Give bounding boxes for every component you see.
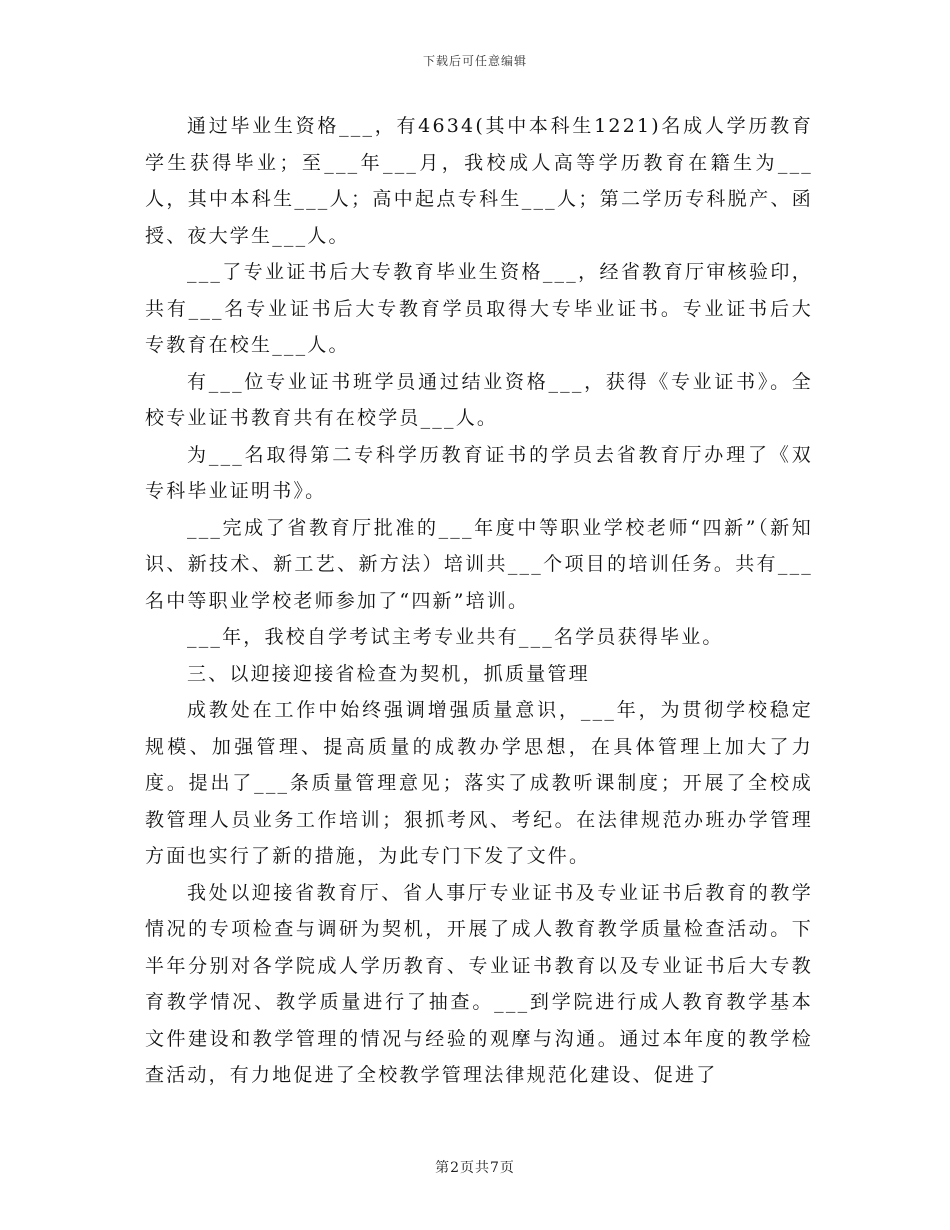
- page-header: 下载后可任意编辑: [422, 54, 527, 68]
- document-body: [145, 108, 813, 1094]
- paragraph-graduates: 通过毕业生资格___，有4634(其中本科生1221)名成人学历教育学生获得毕业；至___年___月，我校成人高等学历教育在籍生为___人，其中本科生___人；高中起点专科生___人；第二学历专科脱产、函授、夜大学生___人。: [145, 115, 813, 247]
- section-heading: 三、以迎接迎接省检查为契机，抓质量管理: [187, 662, 590, 685]
- page-footer: 第2页共7页: [435, 1160, 515, 1176]
- paragraph-four-new-training: ___完成了省教育厅批准的___年度中等职业学校老师“四新”（新知识、新技术、新工艺、新方法）培训共___个项目的培训任务。共有___名中等职业学校老师参加了“四新”培训。: [145, 516, 813, 612]
- paragraph-quality-management: 成教处在工作中始终强调增强质量意识，___年，为贯彻学校稳定规模、加强管理、提高质量的成教办学思想，在具体管理上加大了力度。提出了___条质量管理意见；落实了成教听课制度；开展了全校成教管理人员业务工作培训；狠抓考风、考纪。在法律规范办班办学管理方面也实行了新的措施，为此专门下发了文件。: [145, 699, 813, 867]
- paragraph-inspection: 我处以迎接省教育厅、省人事厅专业证书及专业证书后教育的教学情况的专项检查与调研为契机，开展了成人教育教学质量检查活动。下半年分别对各学院成人学历教育、专业证书教育以及专业证书后大专教育教学情况、教学质量进行了抽查。___到学院进行成人教育教学基本文件建设和教学管理的情况与经验的观摩与沟通。通过本年度的教学检查活动，有力地促进了全校教学管理法律规范化建设、促进了: [145, 881, 813, 1086]
- paragraph-double-diploma: 为___名取得第二专科学历教育证书的学员去省教育厅办理了《双专科毕业证明书》。: [145, 443, 813, 502]
- paragraph-self-study-exam: ___年，我校自学考试主考专业共有___名学员获得毕业。: [187, 626, 724, 648]
- paragraph-post-certificate: ___了专业证书后大专教育毕业生资格___，经省教育厅审核验印，共有___名专业证书后大专教育学员取得大专毕业证书。专业证书后大专教育在校生___人。: [145, 261, 813, 356]
- paragraph-certificate-class: 有___位专业证书班学员通过结业资格___，获得《专业证书》。全校专业证书教育共有在校学员___人。: [145, 370, 813, 429]
